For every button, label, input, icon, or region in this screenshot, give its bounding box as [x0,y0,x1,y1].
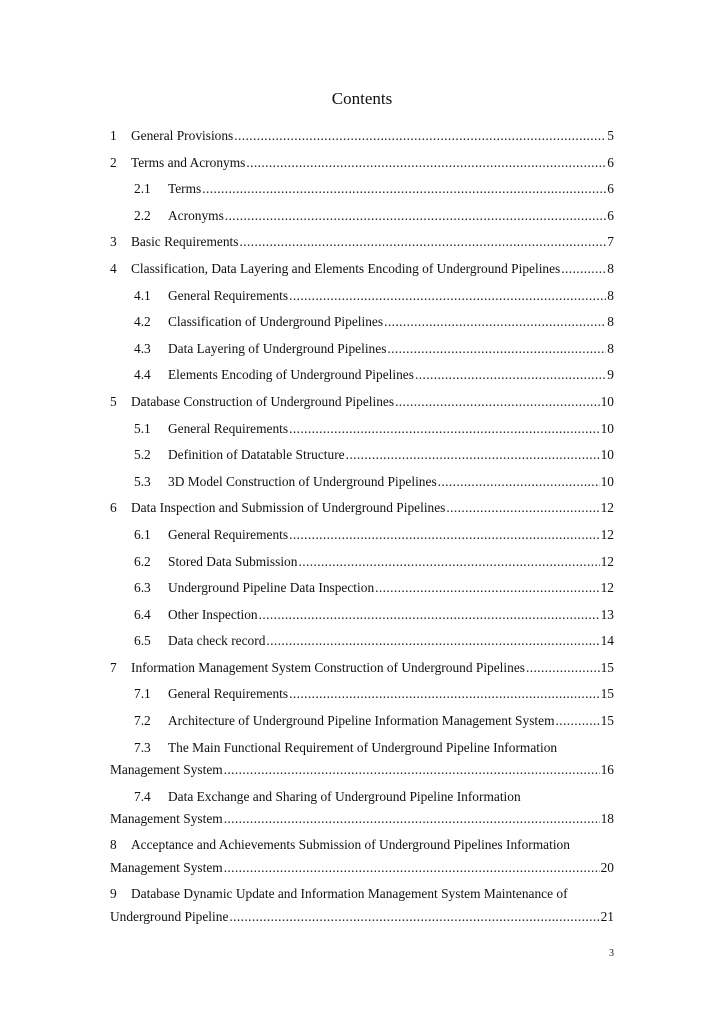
toc-entry-title: Architecture of Underground Pipeline Information Management System [168,713,555,729]
toc-entry-line [110,338,614,360]
toc-entry[interactable] [110,471,614,493]
toc-entry-line [110,497,614,519]
toc-entry[interactable] [110,524,614,546]
toc-entry-page: 15 [600,686,614,702]
toc-entry-title: General Provisions [131,128,234,143]
dot-leader [415,364,606,386]
toc-entry-line [110,630,614,652]
toc-entry-number: 5.3 [134,473,151,489]
toc-entry-line [110,577,614,599]
toc-entry-number: 4.1 [134,287,151,303]
toc-entry-line [110,205,614,227]
toc-entry-number: 7.1 [134,686,151,702]
toc-entry-line [110,391,614,413]
toc-entry[interactable] [110,834,614,879]
toc-entry-page: 9 [607,367,614,383]
toc-entry-page: 16 [600,761,614,777]
toc-entry-number: 2.1 [134,181,151,197]
dot-leader [234,125,606,147]
toc-entry-number: 2.2 [134,207,151,223]
toc-entry-title-continued: Management System [110,761,223,777]
toc-entry-page: 12 [600,553,614,569]
toc-entry-page: 8 [607,260,614,276]
toc-entry-line [110,710,614,732]
toc-entry[interactable] [110,551,614,573]
toc-entry-title: Classification of Underground Pipelines [168,314,384,330]
dot-leader [224,759,600,781]
page-number: 3 [609,948,614,959]
toc-entry-title: Database Dynamic Update and Information Management System Maintenance of [131,886,568,902]
dot-leader [259,604,600,626]
dot-leader [438,471,600,493]
toc-entry-number: 2 [110,154,117,170]
toc-entry-line [110,786,614,808]
toc-entry-page: 12 [600,500,614,516]
dot-leader [224,857,600,879]
toc-entry-page: 15 [600,659,614,675]
dot-leader [298,551,599,573]
dot-leader [556,710,600,732]
toc-entry-title: Information Management System Construction of Underground Pipelines [131,659,525,675]
dot-leader [446,497,599,519]
toc-entry-number: 7.4 [134,788,151,804]
toc-entry-line [110,152,614,174]
toc-entry-title: Data Inspection and Submission of Underground Pipelines [131,500,446,516]
toc-entry-number: 6 [110,500,117,516]
toc-entry-title: Elements Encoding of Underground Pipelines [168,367,414,383]
dot-leader [346,444,600,466]
toc-entry-number: 7.2 [134,713,151,729]
dot-leader [384,311,606,333]
dot-leader [202,178,606,200]
toc-entry-page: 6 [607,181,614,197]
dot-leader [239,231,606,253]
toc-entry-page: 10 [600,420,614,436]
toc-entry-line [110,883,614,905]
toc-entry-title: Terms [168,181,202,197]
toc-entry-page: 6 [607,207,614,223]
toc-entry-title: Underground Pipeline Data Inspection [168,580,375,596]
toc-entry-number: 6.1 [134,526,151,542]
toc-entry[interactable] [110,231,614,253]
toc-entry-page: 12 [600,526,614,542]
toc-entry-page: 6 [607,154,614,170]
toc-entry-line [110,524,614,546]
toc-entry[interactable] [110,338,614,360]
toc-entry[interactable] [110,657,614,679]
toc-entry-number: 3 [110,234,117,250]
dot-leader [229,906,599,928]
toc-entry-title: Data check record [168,633,266,649]
toc-entry[interactable] [110,883,614,928]
toc-entry-number: 4.3 [134,340,151,356]
toc-entry-number: 5 [110,393,117,409]
dot-leader [246,152,606,174]
toc-entry-title: Acronyms [168,207,224,223]
toc-entry-title: Terms and Acronyms [131,154,246,170]
toc-entry-line [110,311,614,333]
toc-entry-number: 1 [110,128,117,143]
page-title: Contents [331,89,393,108]
toc-entry-title: Definition of Datatable Structure [168,447,345,463]
toc-entry-number: 5.1 [134,420,151,436]
dot-leader [225,205,607,227]
toc-entry-number: 4.2 [134,314,151,330]
dot-leader [561,258,606,280]
toc-entry-line [110,231,614,253]
toc-entry[interactable] [110,418,614,440]
dot-leader [266,630,599,652]
toc-entry-page: 18 [600,810,614,826]
toc-entry-line [110,808,614,830]
toc-entry-title: Database Construction of Underground Pipelines [131,393,395,409]
toc-entry[interactable] [110,630,614,652]
toc-entry-line [110,737,614,759]
dot-leader [289,285,606,307]
toc-entry-page: 15 [600,713,614,729]
dot-leader [289,683,600,705]
toc-entry-title: Classification, Data Layering and Elements Encoding of Underground Pipelines [131,260,561,276]
toc-entry-title-continued: Management System [110,810,223,826]
toc-entry[interactable] [110,285,614,307]
toc-entry-page: 13 [600,606,614,622]
toc-entry-number: 9 [110,886,117,902]
toc-entry[interactable] [110,444,614,466]
toc-entry-line [110,834,614,856]
toc-entry-page: 8 [607,340,614,356]
toc-entry-line [110,364,614,386]
toc-entry-page: 8 [607,314,614,330]
toc-entry-page: 8 [607,287,614,303]
toc-entry-number: 6.3 [134,580,151,596]
toc-entry-number: 7.3 [134,739,151,755]
toc-entry-line [110,125,614,147]
toc-entry[interactable] [110,737,614,782]
toc-entry[interactable] [110,710,614,732]
toc-entry[interactable] [110,311,614,333]
toc-entry-line [110,906,614,928]
toc-entry-page: 12 [600,580,614,596]
toc-entry-title: Basic Requirements [131,234,239,250]
toc-entry-number: 7 [110,659,117,675]
toc-entry-title-continued: Management System [110,859,223,875]
toc-entry[interactable] [110,683,614,705]
toc-entry-number: 6.5 [134,633,151,649]
toc-entry[interactable] [110,205,614,227]
dot-leader [375,577,599,599]
toc-entry-line [110,471,614,493]
toc-entry-line [110,178,614,200]
toc-entry-page: 7 [607,234,614,250]
toc-entry-page: 21 [600,908,614,924]
toc-entry-line [110,657,614,679]
toc-entry-number: 6.2 [134,553,151,569]
toc-entry[interactable] [110,364,614,386]
toc-entry-page: 10 [600,393,614,409]
toc-entry[interactable] [110,178,614,200]
dot-leader [395,391,600,413]
toc-entry-title: Other Inspection [168,606,258,622]
toc-entry-line [110,258,614,280]
toc-entry-title: General Requirements [168,420,289,436]
toc-entry-title: Stored Data Submission [168,553,298,569]
toc-entry-title: Data Exchange and Sharing of Underground Pipeline Information [168,788,521,804]
toc-entry-number: 4.4 [134,367,151,383]
toc-entry-title: General Requirements [168,686,289,702]
toc-entry-page: 20 [600,859,614,875]
toc-entry-line [110,604,614,626]
dot-leader [224,808,600,830]
toc-entry-line [110,759,614,781]
toc-entry-title: 3D Model Construction of Underground Pipelines [168,473,437,489]
toc-entry-number: 4 [110,260,117,276]
toc-entry-line [110,418,614,440]
dot-leader [387,338,606,360]
toc-entry-title: Acceptance and Achievements Submission of Underground Pipelines Information [131,837,570,853]
toc-entry[interactable] [110,577,614,599]
toc-entry-number: 5.2 [134,447,151,463]
dot-leader [526,657,600,679]
toc-entry-line [110,444,614,466]
toc-entry[interactable] [110,786,614,831]
dot-leader [289,418,600,440]
dot-leader [289,524,600,546]
toc-entry-title: The Main Functional Requirement of Underground Pipeline Information [168,739,558,755]
toc-entry-number: 8 [110,837,117,853]
toc-entry[interactable] [110,258,614,280]
toc-entry[interactable] [110,152,614,174]
toc-entry-page: 5 [607,128,614,143]
toc-entry[interactable] [110,125,614,147]
toc-entry-title: Data Layering of Underground Pipelines [168,340,387,356]
toc-entry-line [110,551,614,573]
toc-entry-page: 10 [600,447,614,463]
table-of-contents [110,125,614,932]
toc-entry-title: General Requirements [168,287,289,303]
toc-entry-line [110,285,614,307]
toc-entry-title-continued: Underground Pipeline [110,908,229,924]
toc-entry[interactable] [110,391,614,413]
toc-entry-page: 14 [600,633,614,649]
toc-entry-page: 10 [600,473,614,489]
toc-entry-line [110,683,614,705]
toc-entry-number: 6.4 [134,606,151,622]
toc-entry-title: General Requirements [168,526,289,542]
toc-entry[interactable] [110,604,614,626]
toc-entry[interactable] [110,497,614,519]
toc-entry-line [110,857,614,879]
